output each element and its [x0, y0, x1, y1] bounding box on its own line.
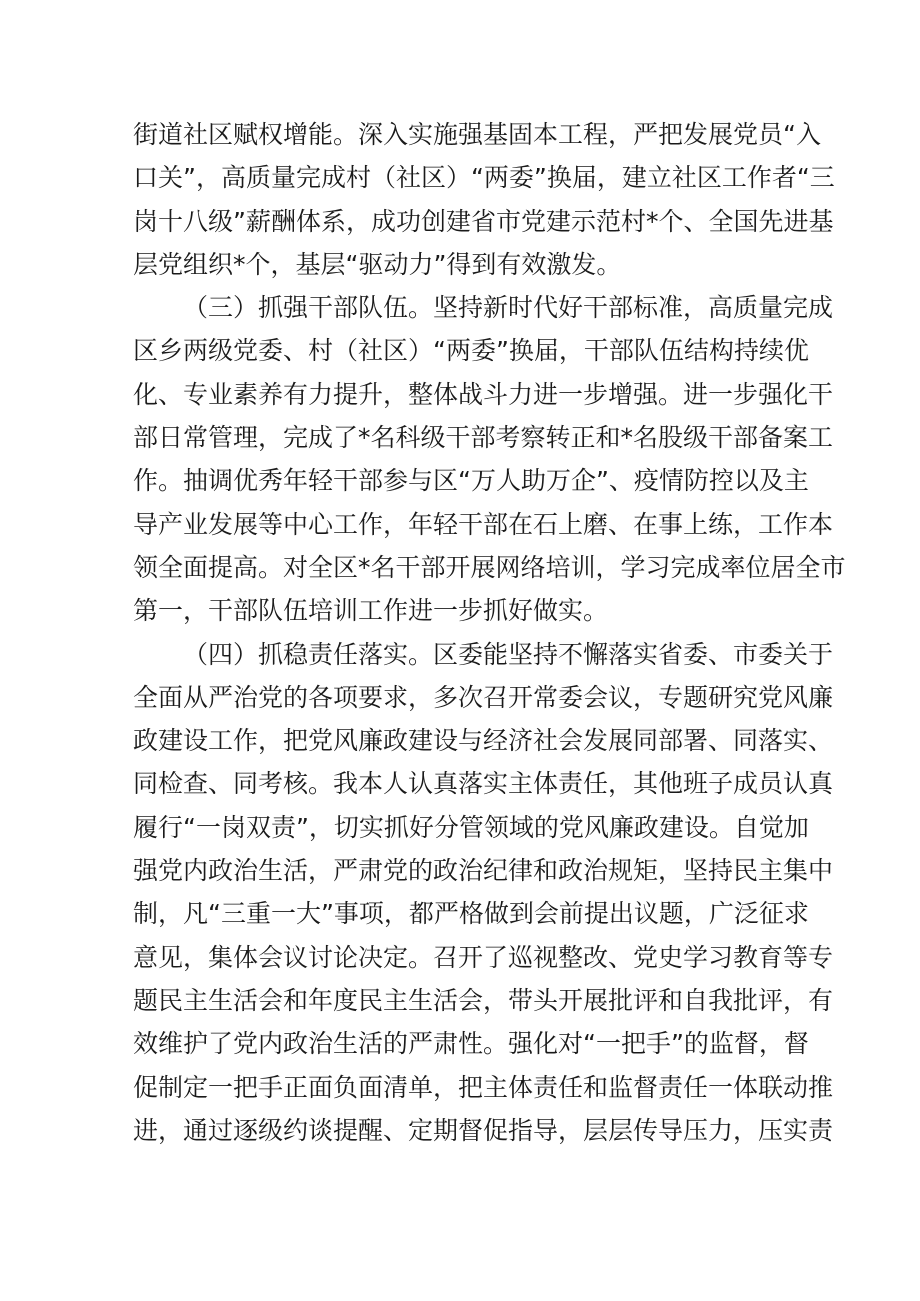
text-line: 履行“一岗双责”，切实抓好分管领域的党风廉政建设。自觉加: [133, 812, 809, 842]
text-line: 部日常管理，完成了*名科级干部考察转正和*名股级干部备案工: [133, 423, 834, 453]
text-line: 强党内政治生活，严肃党的政治纪律和政治规矩，坚持民主集中: [133, 856, 834, 886]
text-line: 导产业发展等中心工作，年轻干部在石上磨、在事上练，工作本: [133, 509, 834, 539]
text-line: （三）抓强干部队伍。坚持新时代好干部标准，高质量完成: [183, 293, 834, 323]
text-line: 全面从严治党的各项要求，多次召开常委会议，专题研究党风廉: [133, 682, 834, 712]
text-line: 层党组织*个，基层“驱动力”得到有效激发。: [133, 249, 622, 279]
text-line: 制，凡“三重一大”事项，都严格做到会前提出议题，广泛征求: [133, 899, 809, 929]
text-line: 效维护了党内政治生活的严肃性。强化对“一把手”的监督，督: [133, 1029, 809, 1059]
text-line: 意见，集体会议讨论决定。召开了巡视整改、党史学习教育等专: [133, 942, 834, 972]
text-line: 岗十八级”薪酬体系，成功创建省市党建示范村*个、全国先进基: [133, 206, 834, 236]
text-line: 区乡两级党委、村（社区）“两委”换届，干部队伍结构持续优: [133, 336, 809, 366]
text-line: 题民主生活会和年度民主生活会，带头开展批评和自我批评，有: [133, 985, 834, 1015]
text-line: 第一，干部队伍培训工作进一步抓好做实。: [133, 596, 609, 626]
text-line: 化、专业素养有力提升，整体战斗力进一步增强。进一步强化干: [133, 379, 834, 409]
text-line: 街道社区赋权增能。深入实施强基固本工程，严把发展党员“入: [133, 120, 821, 149]
text-line: 口关”，高质量完成村（社区）“两委”换届，建立社区工作者“三: [133, 163, 835, 193]
text-line: 作。抽调优秀年轻干部参与区“万人助万企”、疫情防控以及主: [133, 466, 809, 496]
text-line: 政建设工作，把党风廉政建设与经济社会发展同部署、同落实、: [133, 726, 834, 756]
text-line: （四）抓稳责任落实。区委能坚持不懈落实省委、市委关于: [183, 639, 834, 669]
text-line: 促制定一把手正面负面清单，把主体责任和监督责任一体联动推: [133, 1072, 834, 1102]
document-body: [133, 113, 846, 1152]
text-line: 进，通过逐级约谈提醒、定期督促指导，层层传导压力，压实责: [133, 1115, 834, 1145]
text-line: 领全面提高。对全区*名干部开展网络培训，学习完成率位居全市: [133, 552, 846, 582]
text-line: 同检查、同考核。我本人认真落实主体责任，其他班子成员认真: [133, 769, 834, 799]
